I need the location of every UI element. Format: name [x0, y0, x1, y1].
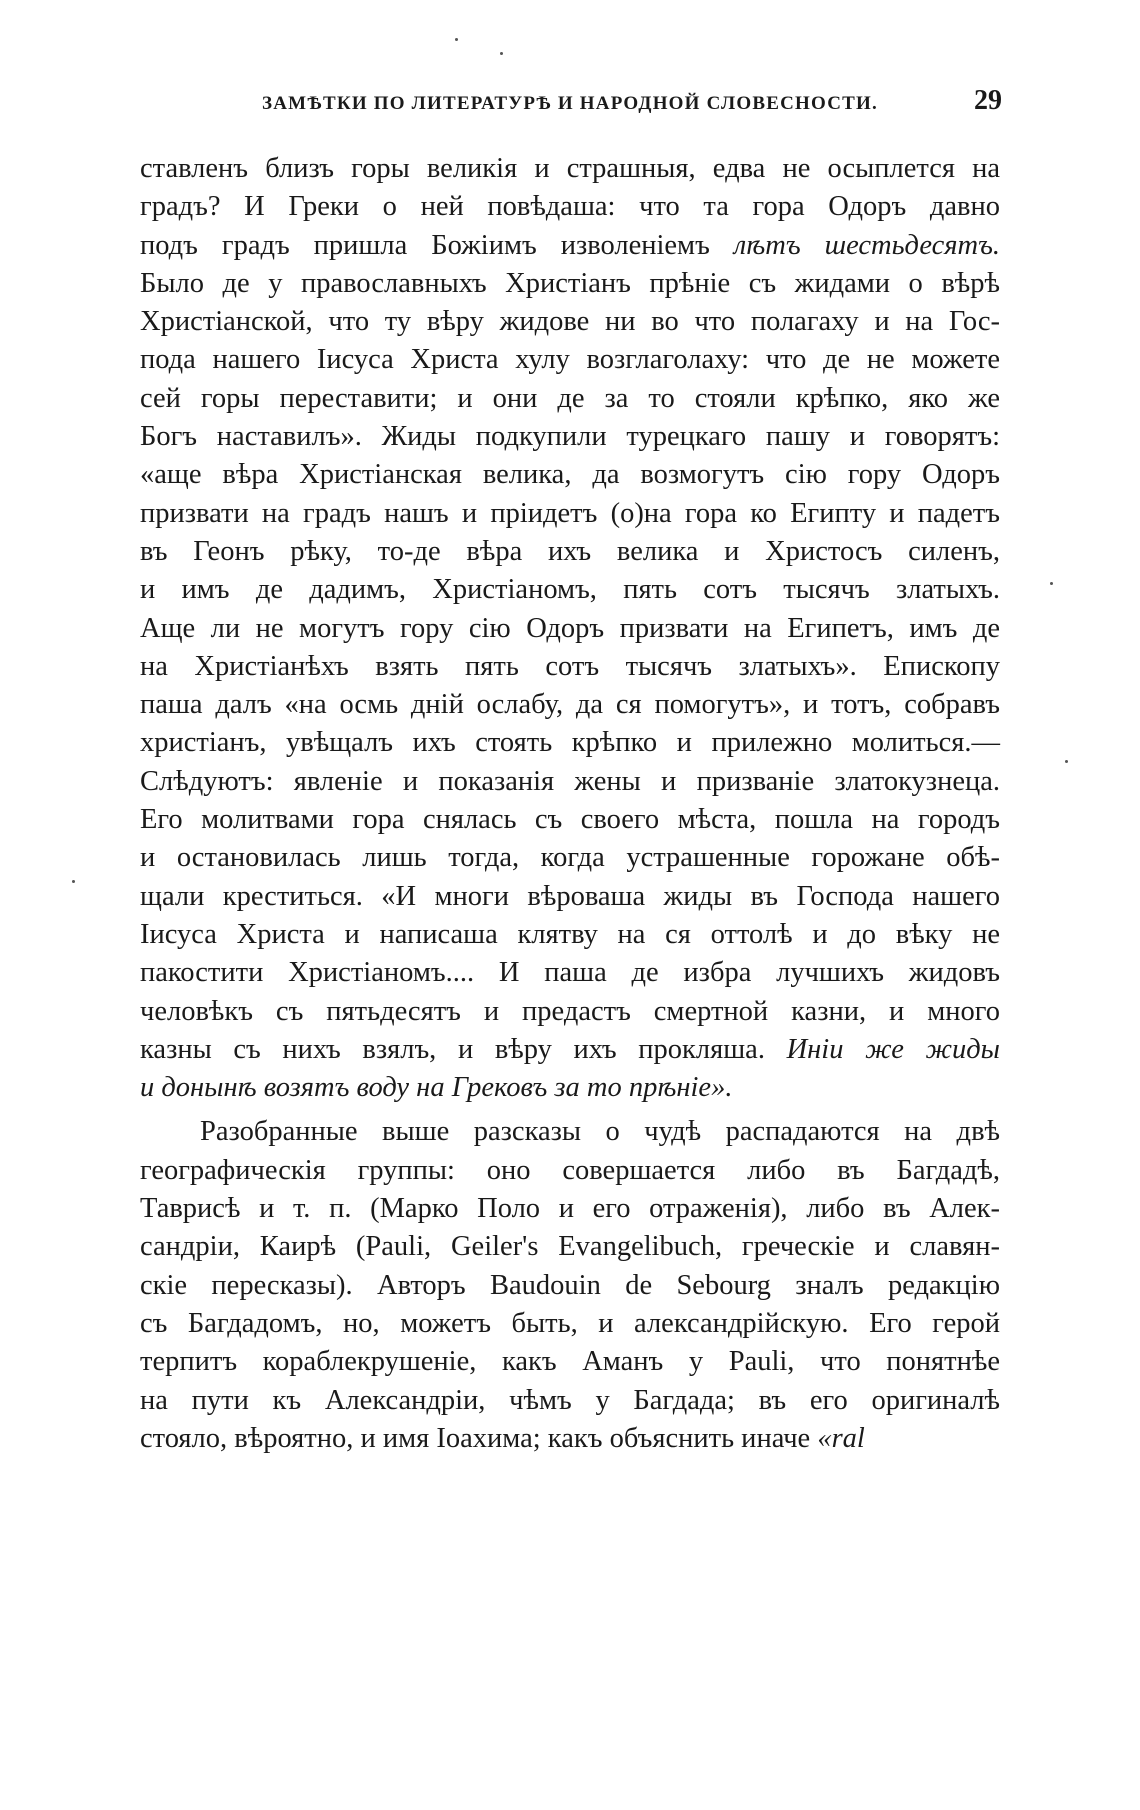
text-line — [140, 954, 1000, 992]
text-segment: христіанъ, увѣщалъ ихъ стоять крѣпко и прилежно молиться.— — [140, 727, 1000, 759]
print-speck — [455, 38, 458, 41]
text-segment: Богъ наставилъ». Жиды подкупили турецкаго пашу и говорятъ: — [140, 421, 1000, 453]
text-line — [140, 763, 1000, 801]
text-line — [140, 303, 1000, 341]
text-segment: Было де у православныхъ Христіанъ прѣніе съ жидами о вѣрѣ — [140, 267, 1000, 299]
text-line — [140, 418, 1000, 456]
print-speck — [500, 52, 503, 55]
text-segment: призвати на градъ нашъ и пріидетъ (о)на гора ко Египту и падетъ — [140, 497, 1000, 529]
text-segment: Таврисѣ и т. п. (Марко Поло и его отраженія), либо въ Алек- — [140, 1193, 1000, 1225]
text-segment: на пути къ Александріи, чѣмъ у Багдада; въ его оригиналѣ — [140, 1384, 1000, 1416]
text-segment: географическія группы: оно совершается либо въ Багдадѣ, — [140, 1154, 1000, 1186]
running-title: ЗАМѢТКИ ПО ЛИТЕРАТУРѢ И НАРОДНОЙ СЛОВЕСНОСТИ. — [262, 93, 878, 114]
text-segment: сей горы переставити; и они де за то стояли крѣпко, яко же — [140, 382, 1000, 414]
print-speck — [72, 880, 75, 883]
italic-text: лѣтъ шестьдесятъ. — [733, 229, 1000, 261]
text-segment: казны съ нихъ взялъ, и вѣру ихъ прокляша. — [140, 1033, 787, 1065]
text-segment: Іисуса Христа и написаша клятву на ся оттолѣ и до вѣку не — [140, 918, 1000, 950]
text-line — [140, 839, 1000, 877]
text-segment: въ Геонъ рѣку, то-де вѣра ихъ велика и Христосъ силенъ, — [140, 535, 1000, 567]
text-segment: градъ? И Греки о ней повѣдаша: что та гора Одоръ давно — [140, 191, 1000, 223]
paragraph — [140, 1113, 1000, 1458]
text-segment: и остановилась лишь тогда, когда устрашенные горожане обѣ- — [140, 842, 1000, 874]
text-segment: пакостити Христіаномъ.... И паша де избра лучшихъ жидовъ — [140, 957, 1000, 989]
text-line — [140, 1152, 1000, 1190]
body-text — [140, 150, 1000, 1458]
text-segment: и имъ де дадимъ, Христіаномъ, пять сотъ тысячъ златыхъ. — [140, 574, 1000, 606]
text-segment: подъ градъ пришла Божіимъ изволеніемъ — [140, 229, 734, 261]
text-line — [140, 993, 1000, 1031]
text-line — [140, 648, 1000, 686]
text-line — [140, 227, 1000, 265]
text-segment: Аще ли не могутъ гору сію Одоръ призвати на Египетъ, имъ де — [140, 612, 1000, 644]
text-line — [140, 341, 1000, 379]
text-line — [140, 1228, 1000, 1266]
text-line — [140, 380, 1000, 418]
text-line — [140, 1305, 1000, 1343]
print-speck — [1065, 760, 1068, 763]
text-line — [140, 1190, 1000, 1228]
text-line — [140, 571, 1000, 609]
text-line — [140, 150, 1000, 188]
text-segment: стояло, вѣроятно, и имя Іоахима; какъ объяснить иначе — [140, 1422, 818, 1454]
page-number: 29 — [974, 85, 1002, 116]
text-segment: терпитъ кораблекрушеніе, какъ Аманъ у Pauli, что понятнѣе — [140, 1346, 1000, 1378]
italic-text: и донынѣ возятъ воду на Грековъ за то прѣніе». — [140, 1072, 733, 1104]
text-segment: «аще вѣра Христіанская велика, да возмогутъ сію гору Одоръ — [140, 459, 1000, 491]
text-segment: пода нашего Іисуса Христа хулу возглаголаху: что де не можете — [140, 344, 1000, 376]
text-line — [140, 1343, 1000, 1381]
text-line — [140, 1420, 1000, 1458]
italic-text: «ral — [817, 1422, 865, 1454]
text-segment: щали креститься. «И многи вѣроваша жиды въ Господа нашего — [140, 880, 1000, 912]
text-segment: Разобранные выше разсказы о чудѣ распадаются на двѣ — [200, 1116, 1000, 1148]
text-segment: Слѣдуютъ: явленіе и показанія жены и призваніе златокузнеца. — [140, 765, 1000, 797]
text-line — [140, 1031, 1000, 1069]
text-segment: ставленъ близъ горы великія и страшныя, едва не осыплется на — [140, 153, 1000, 184]
text-line — [140, 610, 1000, 648]
paragraph — [140, 150, 1000, 1107]
text-line — [140, 265, 1000, 303]
text-segment: Его молитвами гора снялась съ своего мѣста, пошла на городъ — [140, 804, 1000, 836]
text-segment: Христіанской, что ту вѣру жидове ни во что полагаху и на Гос- — [140, 306, 1000, 338]
text-line — [140, 1069, 1000, 1107]
text-segment: съ Багдадомъ, но, можетъ быть, и александрійскую. Его герой — [140, 1307, 1000, 1339]
text-line — [140, 916, 1000, 954]
text-segment: на Христіанѣхъ взять пять сотъ тысячъ златыхъ». Епископу — [140, 650, 1000, 682]
italic-text: Иніи же жиды — [786, 1033, 1000, 1065]
print-speck — [1050, 582, 1053, 585]
text-line — [140, 878, 1000, 916]
text-segment: скіе пересказы). Авторъ Baudouin de Sebourg зналъ редакцію — [140, 1269, 1000, 1301]
text-line — [140, 1267, 1000, 1305]
text-line — [140, 1382, 1000, 1420]
text-line — [140, 686, 1000, 724]
text-segment: человѣкъ съ пятьдесятъ и предастъ смертной казни, и много — [140, 995, 1000, 1027]
text-line — [140, 456, 1000, 494]
text-segment: сандріи, Каирѣ (Pauli, Geiler's Evangelibuch, греческіе и славян- — [140, 1231, 1000, 1263]
text-line — [140, 495, 1000, 533]
text-line — [140, 724, 1000, 762]
text-line — [140, 801, 1000, 839]
page-header — [262, 85, 1002, 125]
text-line — [140, 533, 1000, 571]
text-line — [140, 188, 1000, 226]
text-segment: паша далъ «на осмь дній ослабу, да ся помогутъ», и тотъ, собравъ — [140, 689, 1000, 721]
text-line — [140, 1113, 1000, 1151]
